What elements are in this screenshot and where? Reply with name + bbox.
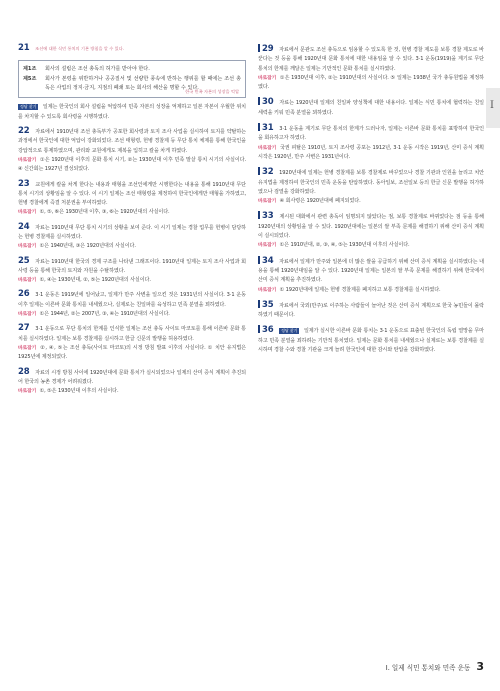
correction-label: 바로잡기 xyxy=(18,345,37,351)
question-33 xyxy=(258,211,484,250)
question-number: 34 xyxy=(262,255,274,266)
question-bar xyxy=(258,300,260,308)
correction-label: 바로잡기 xyxy=(258,75,277,81)
answer-text: 자료에서 1910년대 조선 총독부가 공포한 회사령과 토지 조사 사업을 실시하여 토지를 약탈하는 과정에서 한국인에 대한 억압이 강화되었다. 조선 태형령, 헌병 경찰제 등 무단 통치 체제를 통해 한국인을 강압적으로 통제하였으며, 관리와 교원에게도 제복을 입히고 칼을 차게 하였다. xyxy=(18,129,246,154)
question-30 xyxy=(258,97,484,118)
correction-text: ①, ⑤, ⑥은 1930년대 이후, ③, ⑥는 1920년대의 사실이다. xyxy=(39,209,170,216)
question-bar xyxy=(258,44,260,52)
question-number: 23 xyxy=(18,178,30,189)
correction-text: ① 1920년대에 일제는 헌병 경찰제를 폐지하고 보통 경찰제를 실시하였다. xyxy=(279,286,441,293)
question-number: 25 xyxy=(18,255,30,266)
question-23 xyxy=(18,180,246,218)
correction-text: 국권 피탈은 1910년, 토지 조사령 공포는 1912년, 3·1 운동 시작은 1919년, 산미 증식 계획 시작은 1920년, 만주 사변은 1931년이다. xyxy=(258,144,484,160)
question-number: 26 xyxy=(18,289,30,300)
question-number: 32 xyxy=(262,167,274,178)
answer-text: 교원에게 칼을 차게 한다는 내용과 태형을 조선인에게만 시행한다는 내용을 통해 1910년대 무단 통치 시기의 상황임을 알 수 있다. 이 시기 일제는 조선 태형령을 제정하여 한국인에게만 태형을 가하였고, 헌병 경찰에게 즉결 처분권을 부여하였다. xyxy=(18,181,246,207)
correction-label: 바로잡기 xyxy=(18,210,37,216)
page-footer xyxy=(386,660,484,673)
answer-text: 자료는 1910년대 한국의 경제 구조를 나타낸 그래프이다. 1910년대 일제는 토지 조사 사업과 회사령 등을 통해 한국의 토지와 자원을 수탈하였다. xyxy=(18,258,246,274)
question-28 xyxy=(18,368,246,397)
answer-text: 자료에서 국외(만주)로 이주하는 사람들이 늘어난 것은 산미 증식 계획으로 한국 농민들이 몰락하였기 때문이다. xyxy=(258,302,484,319)
question-bar xyxy=(258,211,260,219)
right-column xyxy=(258,44,484,360)
answer-text: 자료는 1910년대 무단 통치 시기의 상황을 보여 준다. 이 시기 일제는 경찰 업무를 헌병이 담당하는 헌병 경찰제를 실시하였다. xyxy=(18,224,246,240)
page-number: 3 xyxy=(476,660,484,673)
correction-text: ④ 회사령은 1920년대에 폐지되었다. xyxy=(279,198,361,205)
question-number: 31 xyxy=(262,123,274,134)
correction-text: ①은 1920년대 이후의 문화 통치 시기, ②는 1930년대 이후 민족 말살 통치 시기의 사실이다. ④ 신간회는 1927년 결성되었다. xyxy=(18,156,246,173)
answer-text: 자료에서 일제가 만주와 일본에 더 많은 쌀을 공급하기 위해 산미 증식 계획을 실시하였다는 내용을 통해 1920년대임을 알 수 있다. 1920년대 일제는 일본의 쌀 부족 문제를 해결하기 위해 한국에서 산미 증식 계획을 추진하였다. xyxy=(258,258,484,284)
correction-label: 바로잡기 xyxy=(258,243,277,249)
question-29 xyxy=(258,44,484,92)
correction-label: 바로잡기 xyxy=(18,389,37,395)
question-number: 22 xyxy=(18,126,30,137)
section-title: I. 일제 식민 통치와 민족 운동 xyxy=(385,663,471,672)
correction-label: 바로잡기 xyxy=(18,278,37,284)
answer-tag: 정답 찾기 xyxy=(281,327,298,333)
question-bar xyxy=(258,167,260,175)
correction-text: ①은 1910년대, ②, ③, ④, ⑤는 1930년대 이후의 사실이다. xyxy=(279,242,410,249)
correction-label: 바로잡기 xyxy=(18,312,37,318)
correction-label: 바로잡기 xyxy=(18,157,37,163)
question-number: 27 xyxy=(18,323,30,334)
section-tab-mark: I xyxy=(490,100,494,111)
answer-text: 3·1 운동은 1919년에 일어났고, 일제가 만주 사변을 일으킨 것은 1931년의 사실이다. 3·1 운동 이후 일제는 이른바 문화 통치를 내세웠으나, 실제로는 친일파를 육성하고 민족 분열을 꾀하였다. xyxy=(18,292,246,308)
answer-text: 일제는 한국인의 회사 설립을 억압하여 민족 자본의 성장을 억제하고 일본 자본이 우월한 위치를 차지할 수 있도록 회사령을 시행하였다. xyxy=(18,104,246,120)
question-22 xyxy=(18,127,246,174)
answer-text: 자료는 1920년대 일제의 친일파 양성책에 대한 내용이다. 일제는 식민 통치에 협력하는 친일 세력을 키워 민족 분열을 꾀하였다. xyxy=(258,100,484,116)
question-number: 29 xyxy=(262,44,274,54)
question-25 xyxy=(18,257,246,286)
article-text: 회사가 본령을 위반하거나 공공질서 및 선량한 풍속에 반하는 행위를 할 때에는 조선 총독은 사업의 정지·금지, 지점의 폐쇄 또는 회사의 해산을 명할 수 있다. xyxy=(45,75,241,92)
answer-text: 3·1 운동으로 무단 통치의 한계를 인식한 일제는 조선 총독 사이토 마코토를 통해 이른바 문화 통치를 실시하였다. 일제는 보통 경찰제를 실시하고 한글 신문의 발행을 허용하였다. xyxy=(18,326,246,342)
question-32 xyxy=(258,167,484,206)
answer-text: 일제가 실시한 이른바 문화 통치는 3·1 운동으로 표출된 한국인의 독립 열망을 무마하고 민족 분열을 꾀하려는 기만적 통치였다. 일제는 문화 통치를 내세웠으나 실제로는 보통 경찰제를 실시하며 경찰 수와 경찰 기관을 크게 늘려 한국인에 대한 감시와 탄압을 강화하였다. xyxy=(258,328,484,354)
answer-text: 제시된 대화에서 관련 총독이 임명되지 않았다는 점, 보통 경찰제로 바뀌었다는 점 등을 통해 1920년대의 상황임을 알 수 있다. 1920년대에는 일본의 쌀 부족 문제를 해결하기 위해 산미 증식 계획이 실시되었다. xyxy=(258,214,484,240)
correction-label: 바로잡기 xyxy=(258,145,277,151)
article-text: 회사의 설립은 조선 총독의 허가를 받아야 한다. xyxy=(45,66,150,73)
answer-text: 3·1 운동을 계기로 무단 통치의 한계가 드러나자, 일제는 이른바 문화 통치를 표방하여 한국인을 회유하고자 하였다. xyxy=(258,126,484,142)
correction-text: ①, ④는 1930년대, ②, ⑤는 1920년대의 사실이다. xyxy=(39,277,151,284)
correction-label: 바로잡기 xyxy=(18,244,37,250)
question-number: 28 xyxy=(18,366,30,377)
question-bar xyxy=(258,97,260,105)
section-tab xyxy=(486,88,500,128)
question-number: 36 xyxy=(262,325,274,336)
question-bar xyxy=(258,123,260,131)
article-key: 제5조 xyxy=(23,75,37,82)
correction-label: 바로잡기 xyxy=(258,199,277,205)
question-number: 24 xyxy=(18,221,30,232)
answer-tag: 정답 찾기 xyxy=(20,103,37,109)
box-annotation: 한국 민족 자본의 성장을 억압 xyxy=(185,89,239,95)
correction-text: ①은 1944년, ②는 2007년, ③, ④는 1910년대의 사실이다. xyxy=(39,311,170,318)
answer-text: 1920년대에 일제는 헌병 경찰제를 보통 경찰제로 바꾸었으나 경찰 기관과 인원을 늘리고 치안 유지법을 제정하여 한국인의 민족 운동을 탄압하였다. 동아일보, 조선일보 등의 한글 신문 발행을 허가하였으나 검열을 강화하였다. xyxy=(258,170,484,195)
left-column xyxy=(18,44,246,401)
answer-text: 자료의 시정 방침 사이에 1920년대에 문화 통치가 실시되었으나 일제의 산미 증식 계획이 추진되어 한국의 농촌 경제가 어려워졌다. xyxy=(18,369,246,385)
question-number: 21 xyxy=(18,43,30,53)
question-24 xyxy=(18,223,246,252)
question-number: 33 xyxy=(262,211,274,222)
source-box xyxy=(18,60,246,98)
source-row xyxy=(23,65,241,74)
annotation: 조선에 대한 식민 통치의 기본 방침을 알 수 있다. xyxy=(35,46,124,51)
question-bar xyxy=(258,325,260,333)
question-31 xyxy=(258,123,484,162)
question-35 xyxy=(258,300,484,321)
question-number: 35 xyxy=(262,299,274,310)
question-21 xyxy=(18,44,246,122)
question-26 xyxy=(18,290,246,319)
question-bar xyxy=(258,256,260,264)
correction-text: ①은 1930년대 이후, ②는 1910년대의 사실이다. ⑤ 일제는 1938년 국가 총동원법을 제정하였다. xyxy=(258,74,484,91)
question-27 xyxy=(18,324,246,362)
question-34 xyxy=(258,256,484,295)
correction-text: ①, ⑤은 1930년대 이후의 사실이다. xyxy=(39,388,119,395)
answer-text: 자료에서 문관도 조선 총독으로 임용할 수 있도록 한 것, 헌병 경찰 제도를 보통 경찰 제도로 바꾼다는 것 등을 통해 1920년대 문화 통치에 대한 내용임을 알 수 있다. 3·1 운동(1919)을 계기로 무단 통치의 한계를 깨달은 일제는 기만적인 문화 통치를 실시하였다. xyxy=(258,47,484,72)
question-36 xyxy=(258,325,484,355)
correction-text: ①은 1940년대, ③은 1920년대의 사실이다. xyxy=(39,243,136,250)
article-key: 제1조 xyxy=(23,66,37,73)
correction-label: 바로잡기 xyxy=(258,287,277,293)
correction-text: ②, ④, ⑤는 조선 총독(사이토 마코토)의 시정 방침 발표 이후의 사실이다. ① 치안 유지법은 1925년에 제정되었다. xyxy=(18,344,246,361)
question-number: 30 xyxy=(262,97,274,108)
